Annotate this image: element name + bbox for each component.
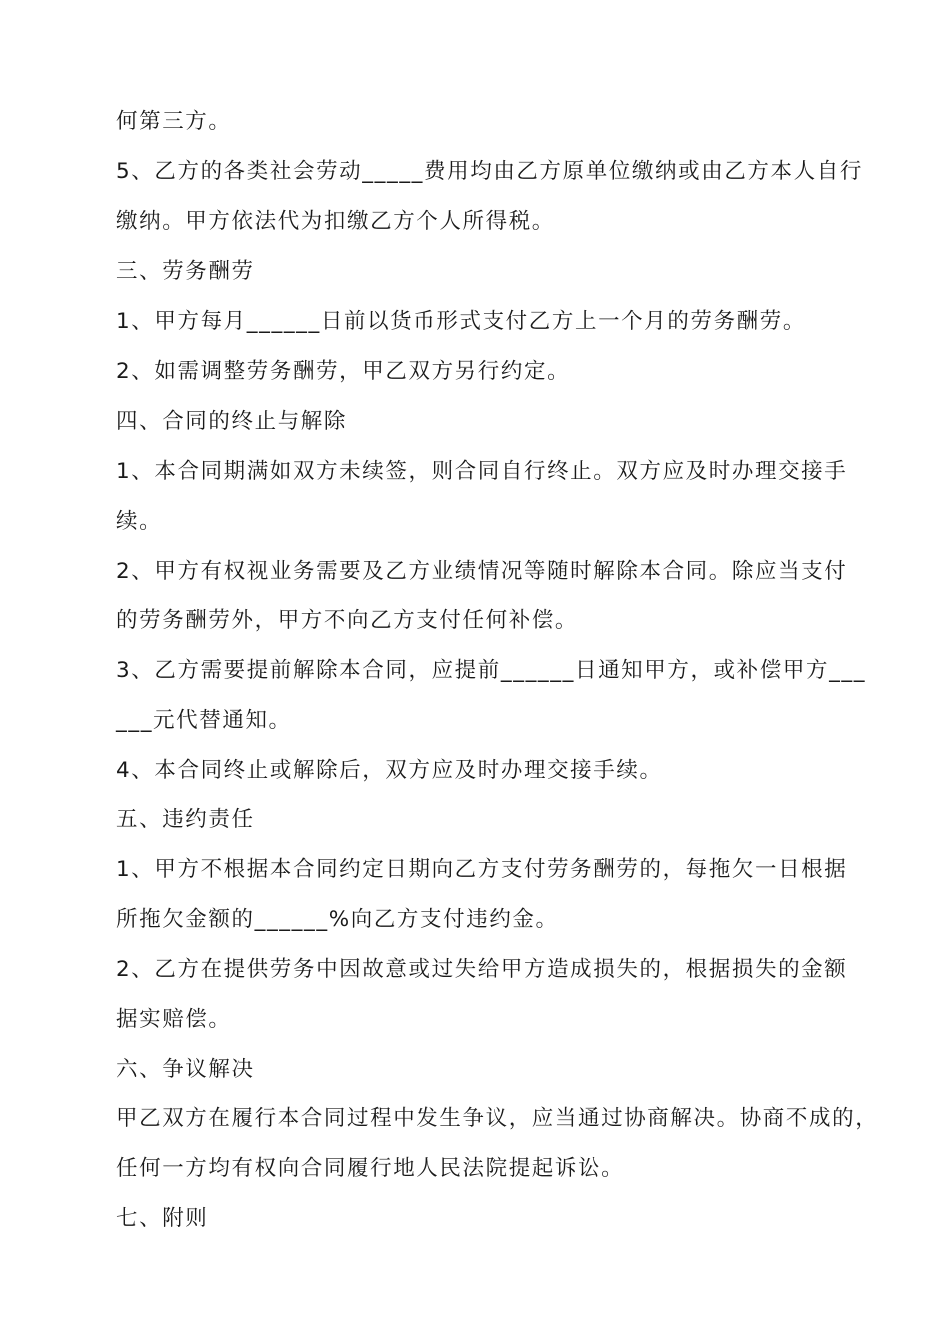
text-line: 任何一方均有权向合同履行地人民法院提起诉讼。 [116,1156,625,1181]
text-line: 续。 [116,509,163,534]
section-heading: 七、附则 [116,1206,209,1231]
text-line: 据实赔偿。 [116,1007,232,1032]
text-line: ___元代替通知。 [116,708,292,733]
text-line: 4、本合同终止或解除后，双方应及时办理交接手续。 [116,758,663,783]
text-line: 何第三方。 [116,109,232,134]
text-line: 的劳务酬劳外，甲方不向乙方支付任何补偿。 [116,608,579,633]
text-line: 3、乙方需要提前解除本合同，应提前______日通知甲方，或补偿甲方___ [116,658,867,683]
text-line: 1、甲方每月______日前以货币形式支付乙方上一个月的劳务酬劳。 [116,309,806,334]
section-heading: 五、违约责任 [116,807,255,832]
text-line: 缴纳。甲方依法代为扣缴乙方个人所得税。 [116,209,555,234]
text-line: 2、甲方有权视业务需要及乙方业绩情况等随时解除本合同。除应当支付 [116,559,848,584]
section-heading: 六、争议解决 [116,1057,255,1082]
section-heading: 四、合同的终止与解除 [116,409,348,434]
section-heading: 三、劳务酬劳 [116,259,255,284]
text-line: 所拖欠金额的______%向乙方支付违约金。 [116,907,559,932]
text-line: 2、如需调整劳务酬劳，甲乙双方另行约定。 [116,359,571,384]
text-line: 2、乙方在提供劳务中因故意或过失给甲方造成损失的，根据损失的金额 [116,957,848,982]
text-line: 5、乙方的各类社会劳动_____费用均由乙方原单位缴纳或由乙方本人自行 [116,159,863,184]
text-line: 1、甲方不根据本合同约定日期向乙方支付劳务酬劳的，每拖欠一日根据 [116,857,848,882]
text-line: 1、本合同期满如双方未续签，则合同自行终止。双方应及时办理交接手 [116,459,848,484]
text-line: 甲乙双方在履行本合同过程中发生争议，应当通过协商解决。协商不成的， [116,1106,879,1131]
